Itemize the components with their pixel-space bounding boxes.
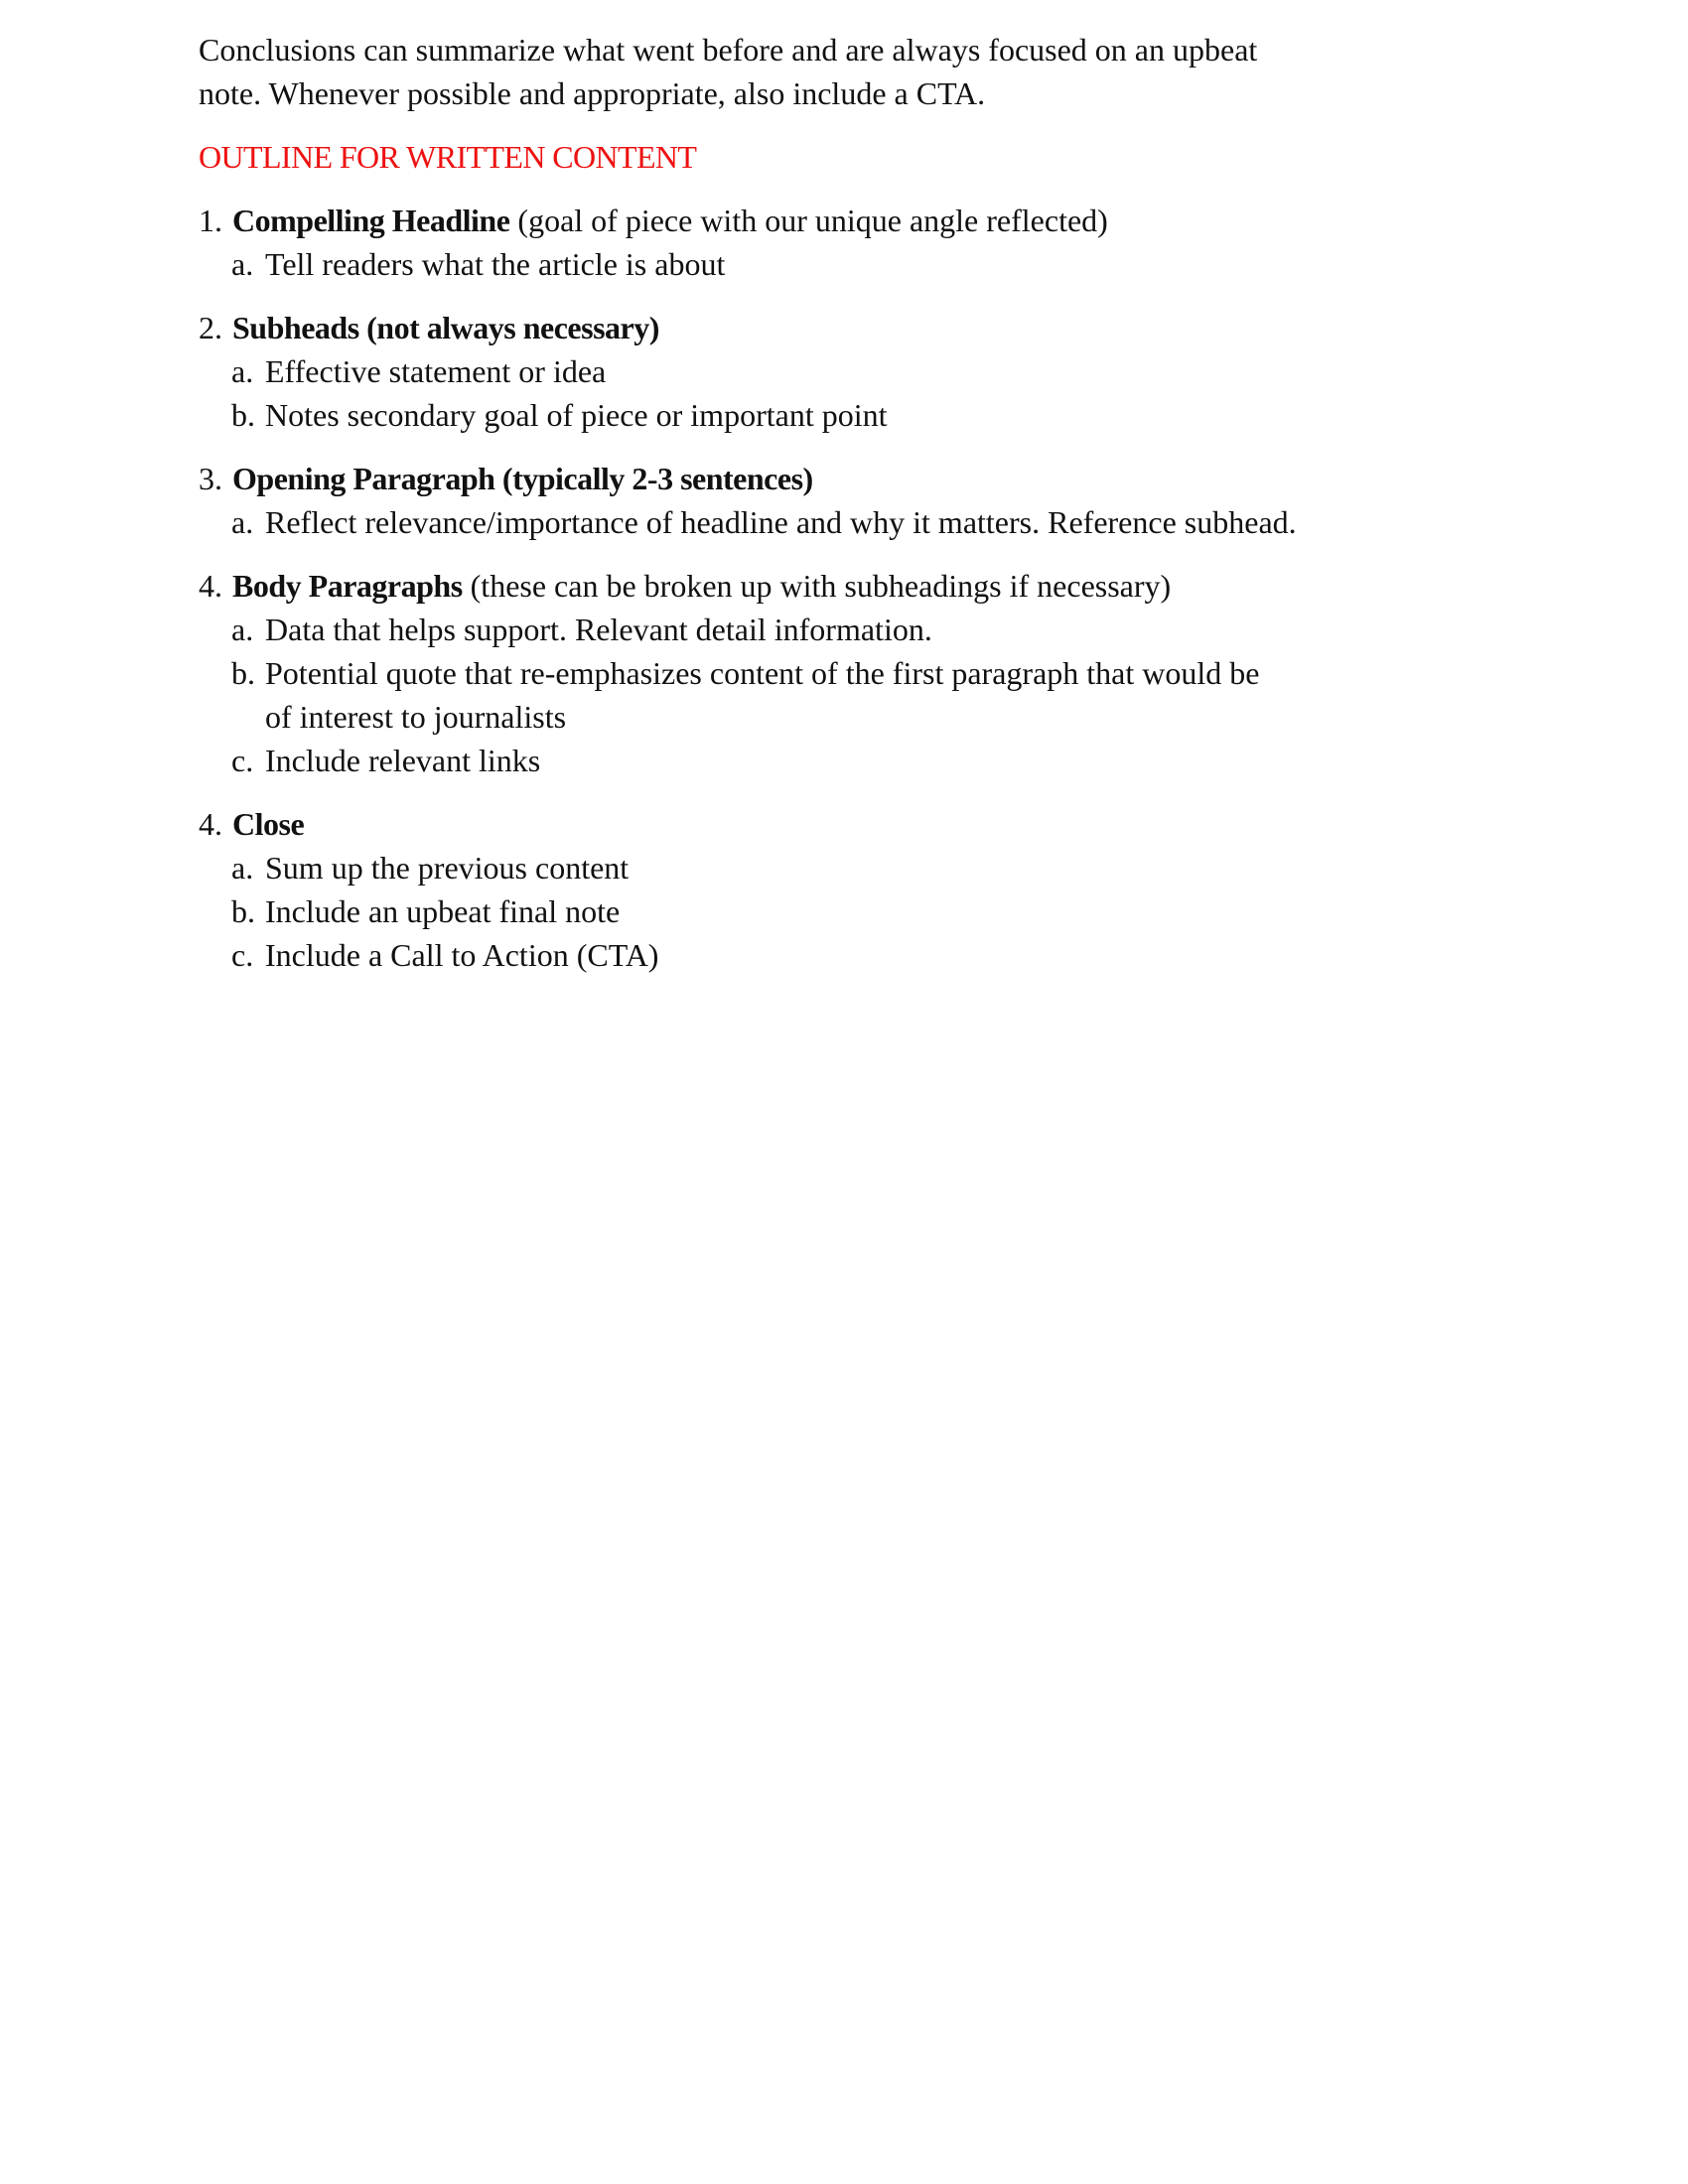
sub-item-letter: c. (231, 937, 254, 973)
intro-line-1: Conclusions can summarize what went before and are always focused on an upbeat (199, 32, 1258, 68)
item-title: Close (232, 806, 305, 842)
intro-paragraph (199, 28, 1420, 115)
outline-item-headline (199, 199, 1420, 286)
sub-item-letter: b. (231, 893, 255, 929)
sub-item (199, 933, 1420, 977)
outline-item-subheads (199, 306, 1420, 437)
sub-item-letter: b. (231, 397, 255, 433)
sub-item-text: Potential quote that re-emphasizes content of the first paragraph that would be (265, 655, 1260, 691)
sub-item-letter: a. (231, 246, 254, 282)
outline-item-line (199, 802, 1420, 846)
sub-item (199, 393, 1420, 437)
sub-item-letter: c. (231, 743, 254, 778)
outline-item-line (199, 306, 1420, 349)
item-number: 2. (199, 310, 222, 345)
sub-item-text: Include a Call to Action (CTA) (265, 937, 659, 973)
item-title: Opening Paragraph (typically 2-3 sentences) (232, 461, 813, 496)
sub-item-letter: a. (231, 612, 254, 647)
item-number: 4. (199, 806, 222, 842)
intro-line-2: note. Whenever possible and appropriate, also include a CTA. (199, 75, 986, 111)
outline-item-line (199, 564, 1420, 608)
item-title: Subheads (not always necessary) (232, 310, 659, 345)
sub-item-letter: a. (231, 353, 254, 389)
item-title: Compelling Headline (232, 203, 510, 238)
sub-item-text: Data that helps support. Relevant detail information. (265, 612, 932, 647)
page-content (199, 28, 1420, 977)
sub-item-text: Include an upbeat final note (265, 893, 621, 929)
sub-item-letter: b. (231, 655, 255, 691)
sub-item-text: Tell readers what the article is about (265, 246, 726, 282)
sub-item (199, 846, 1420, 889)
outline-item-opening-paragraph (199, 457, 1420, 544)
outline-heading: OUTLINE FOR WRITTEN CONTENT (199, 139, 697, 175)
item-number: 3. (199, 461, 222, 496)
sub-item-text-continued: of interest to journalists (265, 699, 567, 735)
sub-item-letter: a. (231, 504, 254, 540)
sub-item (199, 608, 1420, 651)
sub-item-letter: a. (231, 850, 254, 886)
item-note: (these can be broken up with subheadings if necessary) (470, 568, 1172, 604)
sub-item-text: Notes secondary goal of piece or important point (265, 397, 888, 433)
sub-item (199, 739, 1420, 782)
sub-item (199, 651, 1420, 739)
sub-item-text: Sum up the previous content (265, 850, 630, 886)
outline-item-body-paragraphs (199, 564, 1420, 782)
item-note: (goal of piece with our unique angle reflected) (517, 203, 1108, 238)
item-title: Body Paragraphs (232, 568, 463, 604)
sub-item-text: Reflect relevance/importance of headline and why it matters. Reference subhead. (265, 504, 1297, 540)
sub-item (199, 500, 1420, 544)
sub-item (199, 889, 1420, 933)
sub-item (199, 349, 1420, 393)
outline-item-line (199, 457, 1420, 500)
sub-item-text: Effective statement or idea (265, 353, 607, 389)
sub-item (199, 242, 1420, 286)
sub-item-text: Include relevant links (265, 743, 541, 778)
item-number: 1. (199, 203, 222, 238)
outline-item-close (199, 802, 1420, 977)
outline-item-line (199, 199, 1420, 242)
item-number: 4. (199, 568, 222, 604)
